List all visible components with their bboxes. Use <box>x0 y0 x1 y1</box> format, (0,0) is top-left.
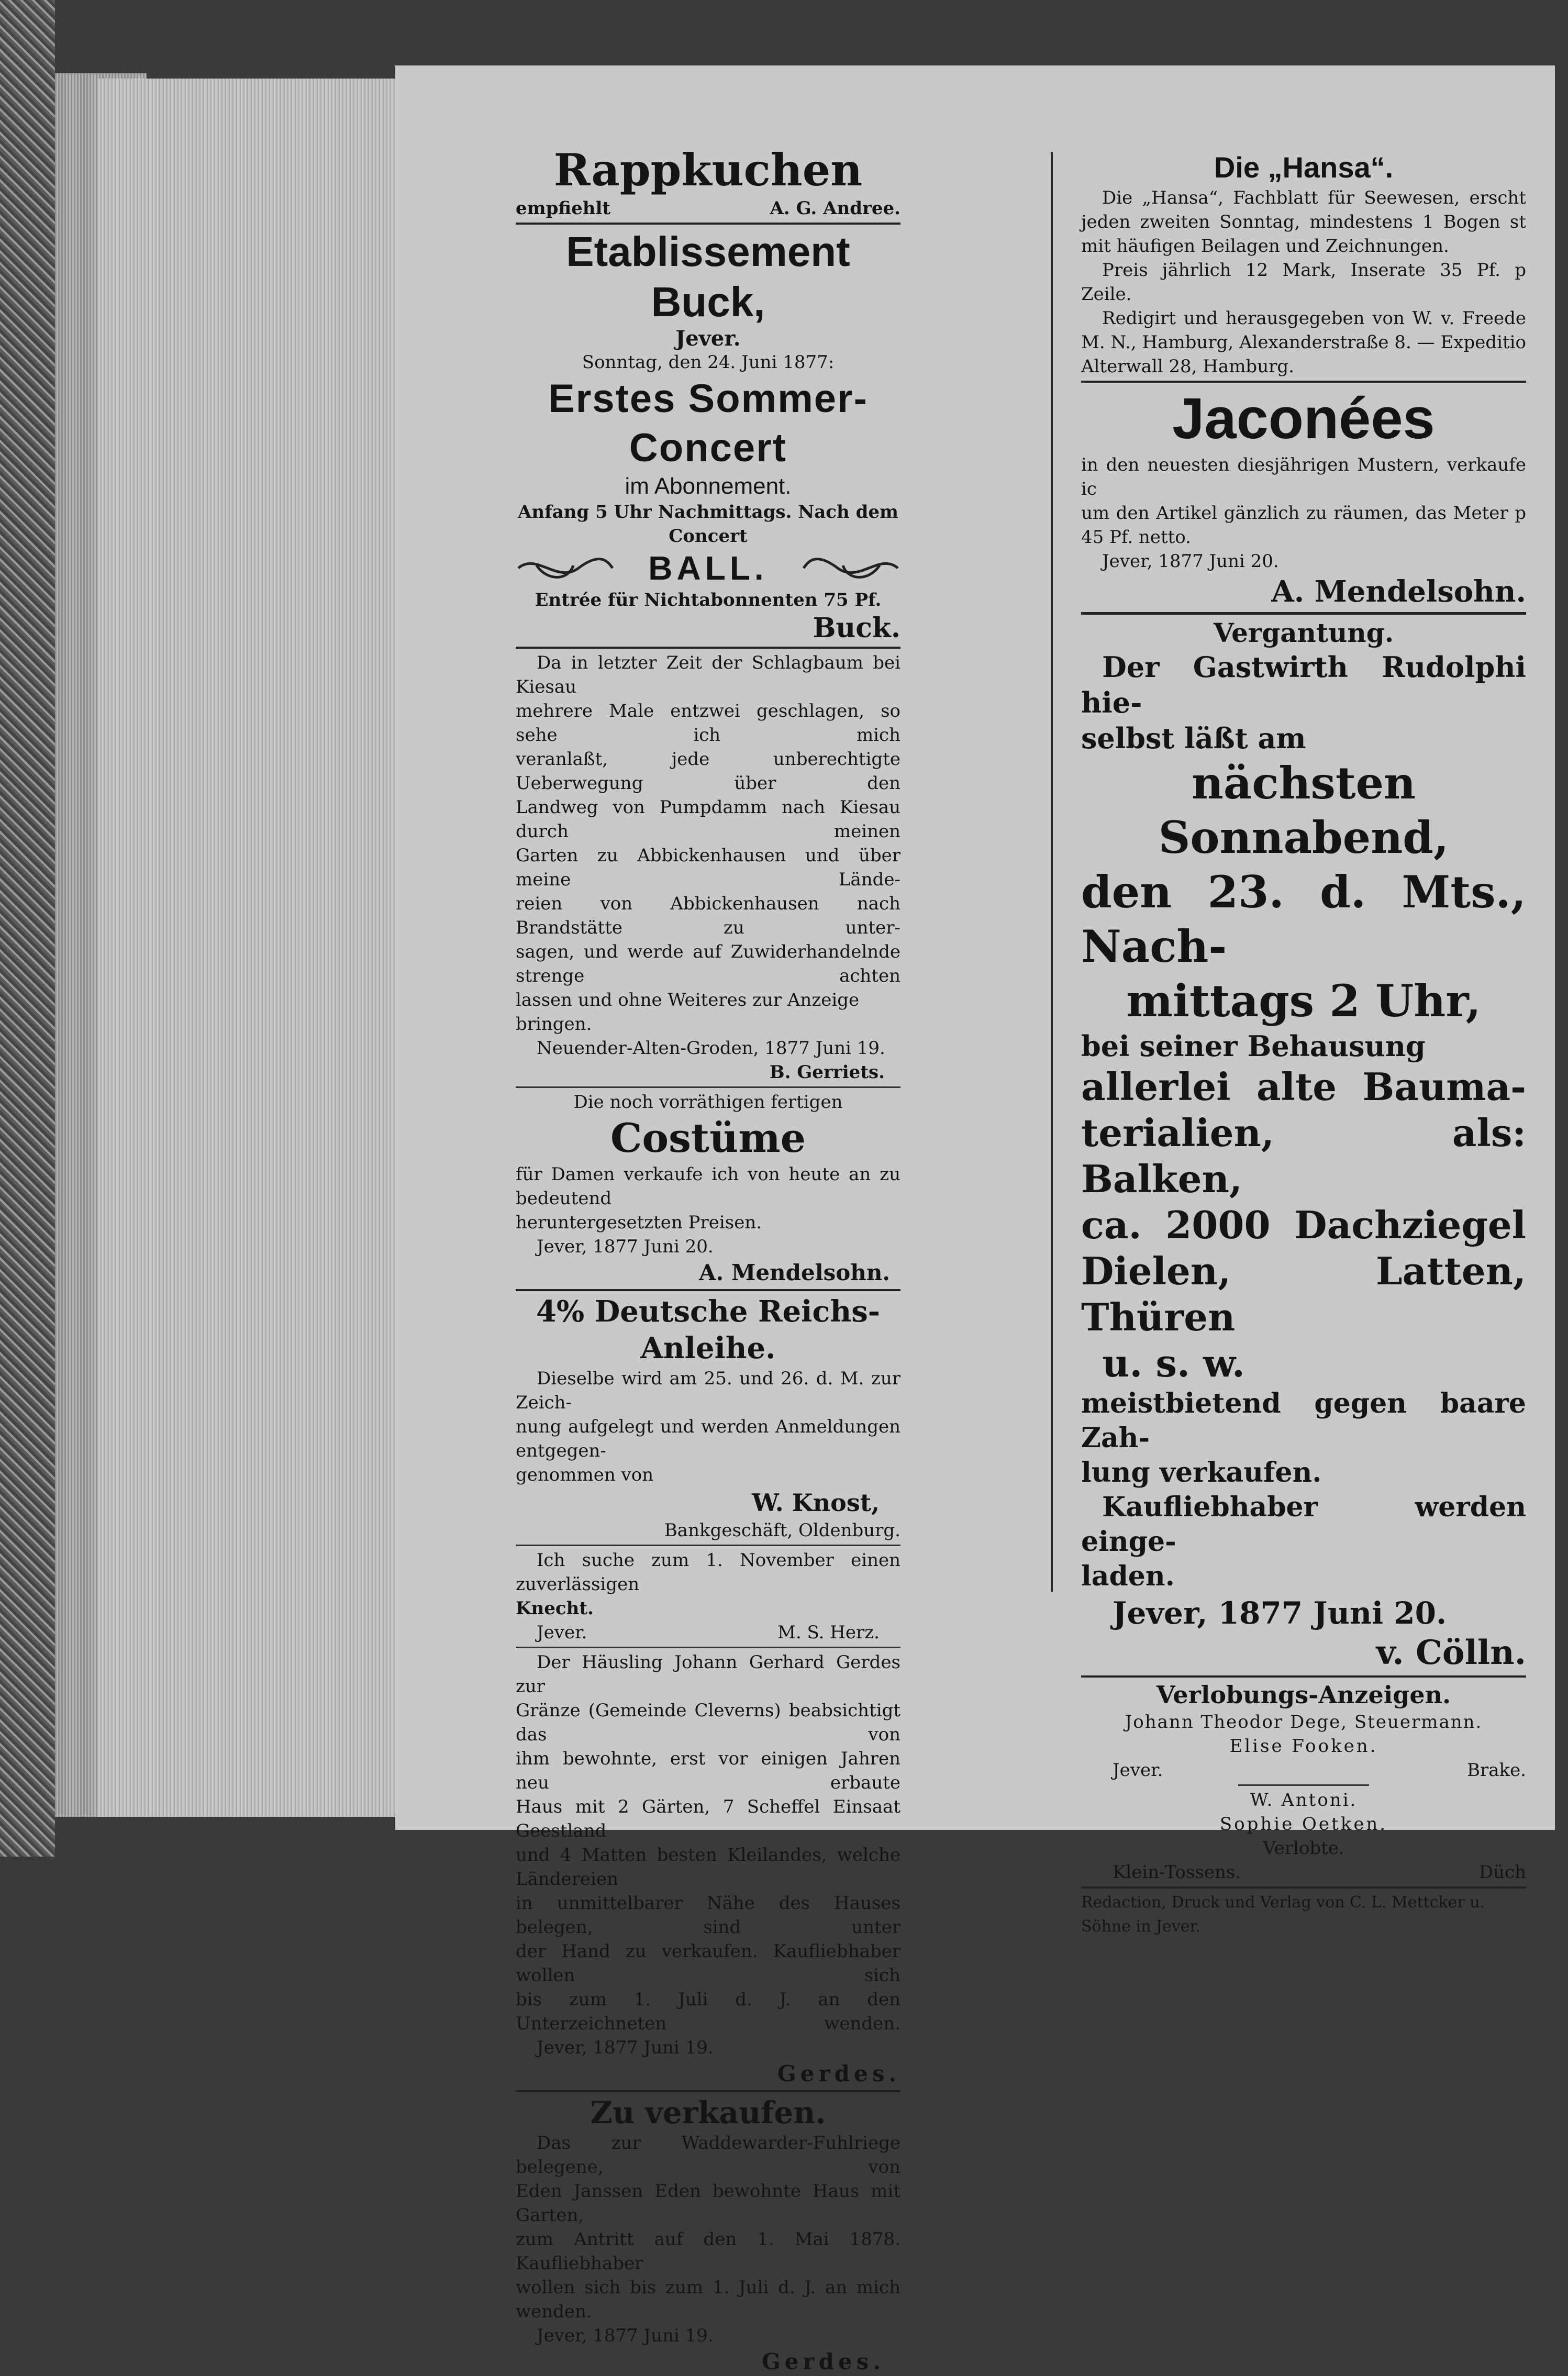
buck-date: Sonntag, den 24. Juni 1877: <box>582 352 835 373</box>
anleihe-signature: W. Knost, <box>752 1489 880 1517</box>
jaconees-line: in den neuesten diesjährigen Mustern, verkaufe ic <box>1081 454 1526 499</box>
jaconees-signature: A. Mendelsohn. <box>1271 574 1526 609</box>
buck-signature: Buck. <box>813 612 900 644</box>
verkaufen-title: Zu verkaufen. <box>590 2095 826 2130</box>
verlobung-verlobte: Verlobte. <box>1263 1838 1344 1859</box>
buck-place: Jever. <box>675 326 741 351</box>
anleihe-bank: Bankgeschäft, Oldenburg. <box>664 1520 900 1541</box>
vergantung-line: u. s. w. <box>1102 1341 1245 1385</box>
knecht-line: Knecht. <box>516 1598 594 1619</box>
anleihe-title: 4% Deutsche Reichs-Anleihe. <box>536 1294 880 1365</box>
anleihe-line: nung aufgelegt und werden Anmeldungen entgegen- <box>516 1416 900 1461</box>
notice-line: mehrere Male entzwei geschlagen, so sehe ich mich <box>516 701 900 746</box>
verlobung-place-right: Brake. <box>1466 1760 1526 1781</box>
verlobung-place-right-2: Düch <box>1478 1862 1526 1883</box>
notice-line: reien von Abbickenhausen nach Brandstätte zu unter- <box>516 893 900 938</box>
book-edge <box>0 0 55 1857</box>
hansa-line: Alterwall 28, Hamburg. <box>1081 356 1294 377</box>
vergantung-line: allerlei alte Bauma- <box>1081 1064 1526 1109</box>
costume-line: für Damen verkaufe ich von heute an zu bedeutend <box>516 1164 900 1209</box>
rappkuchen-footer <box>516 196 900 220</box>
vergantung-line: Dielen, Latten, Thüren <box>1081 1249 1526 1339</box>
gerdes-line: der Hand zu verkaufen. Kaufliebhaber wollen sich <box>516 1941 900 1986</box>
jaconees-line: um den Artikel gänzlich zu räumen, das Meter p <box>1081 503 1526 524</box>
concert-start: Anfang 5 Uhr Nachmittags. Nach dem Concert <box>518 502 898 547</box>
costume-line: heruntergesetzten Preisen. <box>516 1212 762 1233</box>
vergantung-line: selbst läßt am <box>1081 721 1306 755</box>
notice-line: sagen, und werde auf Zuwiderhandelnde strenge achten <box>516 941 900 986</box>
rappkuchen-signature: A. G. Andree. <box>770 198 900 219</box>
schlagbaum-notice <box>516 651 900 1084</box>
verlobung-title: Verlobungs-Anzeigen. <box>1156 1681 1451 1709</box>
costume-place: Jever, 1877 Juni 20. <box>537 1236 714 1257</box>
knecht-place: Jever. <box>537 1622 587 1643</box>
gerdes-line: ihm bewohnte, erst vor einigen Jahren neu erbaute <box>516 1748 900 1793</box>
rappkuchen-left: empfiehlt <box>516 198 611 219</box>
hansa-line: Die „Hansa“, Fachblatt für Seewesen, erscht <box>1102 187 1526 208</box>
ball-row <box>516 548 900 588</box>
vergantung-line: Der Gastwirth Rudolphi hie- <box>1081 650 1526 719</box>
vergantung-line: ca. 2000 Dachziegel <box>1081 1203 1526 1247</box>
notice-line: lassen und ohne Weiteres zur Anzeige bringen. <box>516 990 860 1035</box>
vergantung-line: bei seiner Behausung <box>1081 1029 1426 1063</box>
ball-title: BALL. <box>648 549 768 587</box>
jaconees-title: Jaconées <box>1172 386 1435 451</box>
hansa-line: Preis jährlich 12 Mark, Inserate 35 Pf. p <box>1102 260 1526 281</box>
vergantung-line: nächsten Sonnabend, <box>1158 757 1449 863</box>
gerdes-line: und 4 Matten besten Kleilandes, welche Ländereien <box>516 1845 900 1890</box>
left-column <box>516 65 900 2376</box>
notice-signature: B. Gerriets. <box>769 1062 885 1083</box>
costume-title: Costüme <box>610 1115 806 1161</box>
page-stack <box>97 79 395 1817</box>
anleihe-line: Dieselbe wird am 25. und 26. d. M. zur Zeich- <box>516 1368 900 1413</box>
hansa-line: jeden zweiten Sonntag, mindestens 1 Bogen st <box>1081 212 1526 232</box>
notice-line: Da in letzter Zeit der Schlagbaum bei Kiesau <box>516 652 900 697</box>
entree-text: Entrée für Nichtabonnenten 75 Pf. <box>535 590 882 610</box>
verkaufen-signature: Gerdes. <box>761 2349 885 2374</box>
verlobung-place-left: Jever. <box>1113 1760 1163 1781</box>
verkaufen-line: wollen sich bis zum 1. Juli d. J. an mich wenden. <box>516 2277 900 2322</box>
verkaufen-line: Das zur Waddewarder-Fuhlriege belegene, von <box>516 2133 900 2178</box>
jaconees-place: Jever, 1877 Juni 20. <box>1102 551 1279 572</box>
notice-place: Neuender-Alten-Groden, 1877 Juni 19. <box>537 1038 885 1059</box>
vergantung-line: den 23. d. Mts., Nach- <box>1081 866 1526 972</box>
newspaper-page <box>395 65 1555 2374</box>
verkaufen-place: Jever, 1877 Juni 19. <box>537 2325 714 2346</box>
gerdes-line: in unmittelbarer Nähe des Hauses belegen, sind unter <box>516 1893 900 1938</box>
imprint: Redaction, Druck und Verlag von C. L. Mettcker u. Söhne in Jever. <box>1081 1893 1485 1936</box>
verlobung-name: Johann Theodor Dege, Steuermann. <box>1125 1712 1483 1733</box>
right-column <box>1081 65 1526 1939</box>
concert-abo: im Abonnement. <box>625 473 792 499</box>
vergantung-line: mittags 2 Uhr, <box>1126 975 1481 1027</box>
verlobung-place-left-2: Klein-Tossens. <box>1113 1862 1241 1883</box>
costume-signature: A. Mendelsohn. <box>699 1260 890 1285</box>
vergantung-line: Kaufliebhaber werden einge- <box>1081 1491 1526 1558</box>
verkaufen-line: zum Antritt auf den 1. Mai 1878. Kaufliebhaber <box>516 2229 900 2274</box>
gerdes-line: Gränze (Gemeinde Cleverns) beabsichtigt das von <box>516 1700 900 1745</box>
vergantung-line: meistbietend gegen baare Zah- <box>1081 1387 1526 1454</box>
notice-line: Landweg von Pumpdamm nach Kiesau durch meinen <box>516 797 900 842</box>
column-divider <box>1051 152 1053 1592</box>
concert-title: Erstes Sommer-Concert <box>548 376 868 470</box>
vergantung-line: terialien, als: Balken, <box>1081 1111 1526 1201</box>
notice-line: veranlaßt, jede unberechtigte Ueberwegung über den <box>516 749 900 794</box>
gerdes-line: Der Häusling Johann Gerhard Gerdes zur <box>516 1652 900 1697</box>
hansa-line: Zeile. <box>1081 284 1132 305</box>
buck-title: Etablissement Buck, <box>566 228 850 325</box>
vergantung-signature: v. Cölln. <box>1376 1633 1526 1672</box>
vergantung-line: laden. <box>1081 1560 1175 1592</box>
verlobung-name: Elise Fooken. <box>1229 1736 1378 1757</box>
verkaufen-line: Eden Janssen Eden bewohnte Haus mit Garten, <box>516 2181 900 2226</box>
verlobung-places <box>1081 1758 1526 1782</box>
notice-line: Garten zu Abbickenhausen und über meine Lände- <box>516 845 900 890</box>
knecht-signature: M. S. Herz. <box>777 1622 880 1643</box>
anleihe-line: genommen von <box>516 1464 654 1485</box>
ornament-left-icon <box>516 550 615 586</box>
jaconees-line: 45 Pf. netto. <box>1081 527 1191 548</box>
knecht-footer <box>516 1620 900 1645</box>
verlobung-name: Sophie Oetken. <box>1219 1814 1388 1835</box>
verlobung-places-2 <box>1081 1860 1526 1884</box>
hansa-line: Redigirt und herausgegeben von W. v. Freede <box>1102 308 1526 329</box>
vergantung-place: Jever, 1877 Juni 20. <box>1113 1595 1447 1631</box>
hansa-line: mit häufigen Beilagen und Zeichnungen. <box>1081 236 1449 257</box>
gerdes-line: bis zum 1. Juli d. J. an den Unterzeichneten wenden. <box>516 1989 900 2034</box>
rappkuchen-title: Rappkuchen <box>553 144 863 196</box>
verlobung-name: W. Antoni. <box>1250 1790 1358 1811</box>
hansa-line: M. N., Hamburg, Alexanderstraße 8. — Expeditio <box>1081 332 1526 353</box>
knecht-line: Ich suche zum 1. November einen zuverlässigen <box>516 1550 900 1595</box>
vergantung-line: lung verkaufen. <box>1081 1457 1322 1489</box>
ornament-right-icon <box>801 550 900 586</box>
costume-intro: Die noch vorräthigen fertigen <box>573 1092 843 1113</box>
gerdes-signature: Gerdes. <box>777 2061 900 2086</box>
hansa-title: Die „Hansa“. <box>1214 151 1394 184</box>
vergantung-title: Vergantung. <box>1213 617 1394 648</box>
gerdes-place: Jever, 1877 Juni 19. <box>537 2037 714 2058</box>
gerdes-line: Haus mit 2 Gärten, 7 Scheffel Einsaat Geestland <box>516 1796 900 1841</box>
